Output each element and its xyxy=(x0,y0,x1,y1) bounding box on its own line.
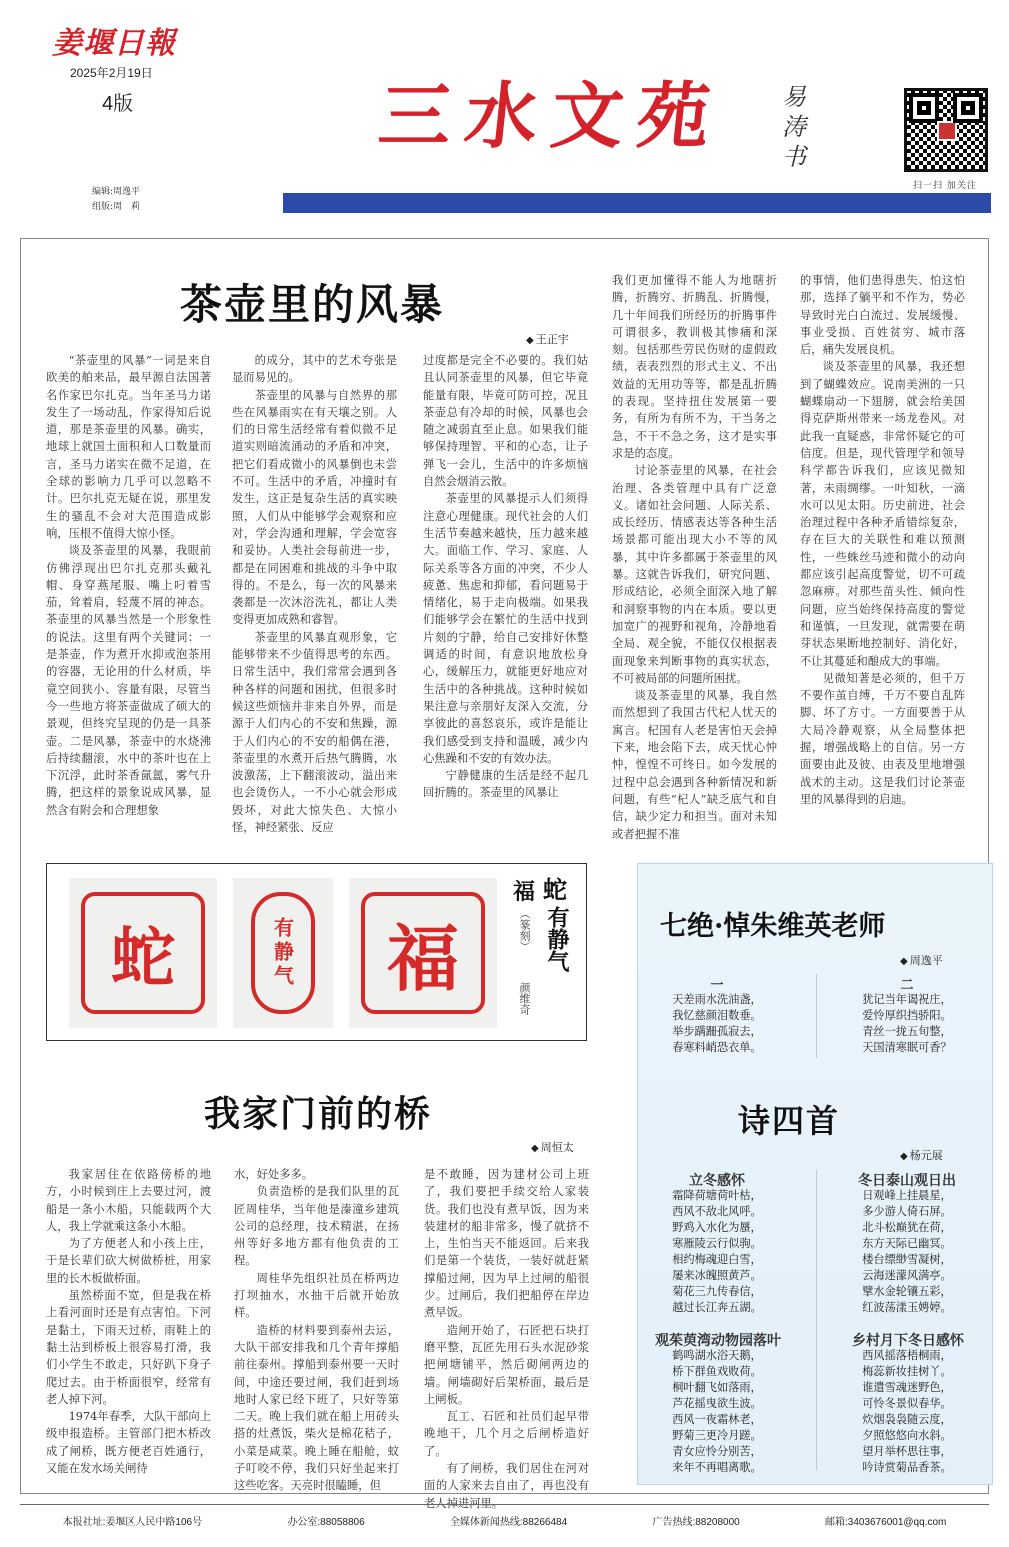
newspaper-logo: 姜堰日報 xyxy=(52,26,176,61)
paragraph: 见微知著是必须的，但千万不要作茧自缚，千万不要自乱阵脚、坏了方寸。一方面要善于从大局冷静观察，从全局整体把握，增强战略上的自信。另一方面要由此及彼、由表及里地增强战术的主动。这是我们讨论茶壶里的风暴得到的启迪。 xyxy=(800,671,965,806)
poem-line: 日观峰上挂晨星， xyxy=(862,1190,952,1202)
paragraph: 宁静健康的生活是经不起几回折腾的。茶壶里的风暴让 xyxy=(423,769,588,800)
poem-divider xyxy=(816,974,817,1058)
seal-title-fu: 福 xyxy=(513,879,536,905)
paragraph: 水，好处多多。 xyxy=(234,1168,314,1181)
paragraph: 虽然桥面不宽，但是我在桥上看河面时还是有点害怕。下河是黏土，下雨天过桥，雨鞋上的黏土沾到桥板上很容易打滑，我们小学生不敢走，只好趴下身子爬过去。由于桥面很窄，经常有老人掉下河。 xyxy=(46,1289,211,1406)
poem-body xyxy=(832,1188,982,1316)
paragraph: 负责造桥的是我们队里的瓦匠周桂华，当年他是溱潼乡建筑公司的总经理，技术精湛，在扬州等好多地方都有他负责的工程。 xyxy=(234,1185,399,1268)
paragraph: 是不敢睡，因为建材公司上班了，我们要把手续交给人家装货。我们也没有煮早饭，因为来装建材的船非常多，慢了就挤不上，生怕当天不能返回。后来我们是第一个装货，一装好就赶紧撑船过闸，因为早上过闸的船很少。过闸后，我们把船停在岸边煮早饭。 xyxy=(424,1168,589,1320)
poem-line: 可怜冬景似春华。 xyxy=(862,1398,952,1410)
poem-line: 芦花摇曳欲生波。 xyxy=(672,1398,762,1410)
poem-panel xyxy=(637,863,993,1485)
masthead-left xyxy=(52,18,212,116)
poem1-part-2 xyxy=(832,992,982,1056)
poem-body xyxy=(832,1348,982,1476)
poem-title: 乡村月下冬日感怀 xyxy=(852,1333,964,1349)
paragraph: “茶壶里的风暴”一词是来自欧美的舶来品，最早源自法国著名作家巴尔扎克。当年圣马力诺发生了一场动乱，作家得知后说道，那是茶壶里的风暴。确实，地球上就国土面积和人口数量而言，圣马力诺实在微不足道，在全球的影响力几乎可以忽略不计。巴尔扎克无疑在说，那里发生的骚乱不会对大范围造成影响，压根不值得大惊小怪。 xyxy=(46,354,211,540)
article1-column-1 xyxy=(46,352,211,848)
poem-divider xyxy=(816,1170,817,1470)
article2-byline: ◆ 周恒太 xyxy=(531,1139,574,1155)
layout-line: 组版:周 莉 xyxy=(92,202,141,212)
article-title: 茶壶里的风暴 xyxy=(180,280,445,329)
seal-title-rest: 有静气 xyxy=(544,906,570,972)
paragraph: 为了方便老人和小孩上庄，于是长辈们砍大树做桥桩，用家里的长木板做桥面。 xyxy=(46,1237,211,1285)
poem-line: 楼台缥缈雪凝树， xyxy=(862,1254,952,1266)
footer-ads: 广告热线:88208000 xyxy=(652,1517,740,1528)
poem-line: 西风不敌北风呼。 xyxy=(672,1206,762,1218)
paragraph: 瓦工、石匠和社员们起早带晚地干，几个月之后闸桥造好了。 xyxy=(424,1410,589,1458)
paragraph: 我们更加懂得不能人为地瞎折腾，折腾穷、折腾乱、折腾慢，几十年间我们所经历的折腾事件可谓很多，教训极其惨痛和深刻。包括那些劳民伤财的虚假政绩，表表烈烈的形式主义、不出效益的无用功等等，都是乱折腾的表现。坚持扭住发展第一要务，有所为有所不为，干当务之急，不干不急之务，这才是实事求是的态度。 xyxy=(612,274,777,460)
qr-caption: 扫一扫 加关注 xyxy=(913,181,977,191)
qr-logo xyxy=(937,121,957,141)
poem-title: 冬日泰山观日出 xyxy=(858,1173,956,1189)
seal-title-snake: 蛇 xyxy=(543,875,567,904)
poem-line: 东方天际已幽冥。 xyxy=(862,1238,952,1250)
poem-line: 天国清寒眠可香？ xyxy=(862,1042,952,1054)
poem-line: 擘水金轮镶五彩， xyxy=(862,1286,952,1298)
article1-column-2 xyxy=(232,352,397,848)
poem-line: 菊花三九传春信， xyxy=(672,1286,762,1298)
poem-line: 炊烟袅袅随云度， xyxy=(862,1414,952,1426)
poem-line: 鹤鸣湖水浴天鹅， xyxy=(672,1350,762,1362)
poem-body xyxy=(642,1188,792,1316)
paragraph: 1974年春季，大队干部向上级申报造桥。主管部门把木桥改成了闸桥，既方便老百姓通行，又能在发水场关闸待 xyxy=(46,1410,211,1476)
poem-line: 青女应怜分别苦， xyxy=(672,1446,762,1458)
article2-column-1 xyxy=(46,1166,211,1484)
poem1-title: 七绝·悼朱维英老师 xyxy=(660,911,886,942)
paragraph: 茶壶里的风暴与自然界的那些在风暴雨实在有天壤之别。人们的日常生活经常有着似微不足道实则暗流涌动的矛盾和冲突，把它们看成微小的风暴倒也未尝不可。生活中的矛盾，冲撞时有发生，这正是复杂生活的真实映照，人们从中能够学会观察和应对，学会沟通和理解，学会宽容和妥协。人类社会每前进一步，都是在同困难和挑战的斗争中取得的。不是么，每一次的风暴来袭都是一次沐浴洗礼，都让人类变得更加成熟和睿智。 xyxy=(232,388,397,627)
footer-office: 办公室:88058806 xyxy=(287,1517,365,1528)
poem-line: 野菊三更冷月蹉。 xyxy=(672,1430,762,1442)
poem1-part-number: 一 xyxy=(710,978,724,993)
poem-line: 野鸡入水化为蜃， xyxy=(672,1222,762,1234)
poem-line: 爱怜厚织挡骄阳。 xyxy=(862,1010,952,1022)
quiet-seal-icon: 有静气 xyxy=(251,892,315,1014)
poem-line: 梅蕊新妆挂树丫。 xyxy=(862,1366,952,1378)
article1-column-5 xyxy=(800,272,965,822)
paragraph: 茶壶里的风暴提示人们须得注意心理健康。现代社会的人们生活节奏越来越快，压力越来越大。面临工作、学习、家庭、人际关系等各方面的冲突，不少人疲惫、焦虑和抑郁，看问题易于情绪化，易于走向极端。如果我们能够学会在繁忙的生活中找到片刻的宁静，给自己安排好休整调适的时间，有意识地放松身心，缓解压力，就能更好地应对生活中的各种挑战。这种时候如果注意与亲朋好友深入交流，分享彼此的喜怒哀乐，或许是能让我们感受到支持和温暖，减少内心焦躁和不安的有效办法。 xyxy=(423,492,588,765)
paragraph: 周桂华先组织社员在桥两边打坝抽水，水抽干后就开始放样。 xyxy=(234,1271,399,1320)
poem-line: 屡来冰魄照黄芦。 xyxy=(672,1270,762,1282)
fortune-seal-icon: 福 xyxy=(361,892,485,1014)
seal-carving-box xyxy=(46,863,587,1041)
poem-line: 多少游人倚石屏。 xyxy=(862,1206,952,1218)
footer-hotline: 全媒体新闻热线:88266484 xyxy=(449,1517,568,1528)
poem-line: 举步蹒跚孤寂去， xyxy=(672,1026,762,1038)
poem2-byline: ◆ 杨元展 xyxy=(900,1147,943,1163)
paragraph: 过度都是完全不必要的。我们姑且认同茶壶里的风暴，但它毕竟能量有限，毕竟可防可控，况且茶壶总有冷却的时候，风暴也会随之减弱直至止息。如果我们能够保持理智、平和的心态，让子弹飞一会儿，生活中的许多烦恼自然会烟消云散。 xyxy=(423,354,588,489)
snake-seal-icon: 蛇 xyxy=(81,892,205,1014)
poem-line: 我忆慈颜泪数垂。 xyxy=(672,1010,762,1022)
poem-line: 犹记当年谒祝庄， xyxy=(862,994,952,1006)
section-title: 三水文苑 xyxy=(374,73,728,158)
article2-title: 我家门前的桥 xyxy=(204,1093,433,1135)
poem-line: 北斗松巅犹在荷， xyxy=(862,1222,952,1234)
poem1-part-number: 二 xyxy=(900,978,914,993)
poem-line: 桐叶翻飞如落雨， xyxy=(672,1382,762,1394)
poem-line: 青丝一拢五旬整， xyxy=(862,1026,952,1038)
article1-column-3 xyxy=(423,352,588,848)
seal-caption-type: （篆刻） xyxy=(518,908,531,952)
page-number: 4版 xyxy=(102,93,134,115)
poem-title: 观茱萸湾动物园落叶 xyxy=(655,1333,781,1349)
poem-line: 红波荡漾玉娉婷。 xyxy=(862,1302,952,1314)
issue-date: 2025年2月19日 xyxy=(70,66,153,80)
paragraph: 讨论茶壶里的风暴，在社会治理、各类管理中具有广泛意义。诸如社会问题、人际关系、成长经历、情感表达等各种生活场景都可能出现大小不等的风暴，其中许多都属于茶壶里的风暴。这就告诉我们，研究问题、形成结论，必须全面深入地了解和洞察事物的内在本质。要以更加宽广的视野和视角，冷静地看全局、观全貌，不能仅仅根据表面现象来判断事物的真实状态，不可被局部的问题所困扰。 xyxy=(612,464,777,685)
poem-line: 霜降荷塘荷叶枯， xyxy=(672,1190,762,1202)
editor-credits xyxy=(92,185,140,215)
article2-column-3 xyxy=(424,1166,589,1510)
paragraph: 谈及茶壶里的风暴，我自然而然想到了我国古代杞人忧天的寓言。杞国有人老是害怕天会掉下来，地会陷下去，成天忧心忡忡，惶惶不可终日。如今发展的过程中总会遇到各种新情况和新问题，有些“杞人”缺乏底气和自信，缺少定力和担当。面对未知或者把握不准 xyxy=(612,689,777,841)
paragraph: 谈及茶壶里的风暴，我眼前仿佛浮现出巴尔扎克那头戴礼帽、身穿燕尾服、嘴上叼着雪茄，耸着肩，轻蔑不屑的神态。茶壶里的风暴当然是一个形象性的说法。这里有两个关键词：一是茶壶，作为煮开水抑或泡茶用的容器，无论用的什么材质，毕竟空间狭小、容量有限，尽管当今一些地方将茶壶做成了硕大的景观，但终究呈现的仍是一具茶壶。二是风暴，茶壶中的水烧沸后持续翻滚，水中的茶叶也在上下沉浮，此时茶香氤氲，雾气升腾，把这样的景象说成风暴，显然含有附会和合理想象 xyxy=(46,544,211,817)
poem-line: 桥下群鱼戏败荷。 xyxy=(672,1366,762,1378)
paragraph: 的成分，其中的艺术夸张是显而易见的。 xyxy=(232,354,397,385)
poem-line: 春寒料峭恐衣单。 xyxy=(672,1042,762,1054)
poem-line: 寒雁陵云行似驹。 xyxy=(672,1238,762,1250)
poem-line: 越过长江奔五湖。 xyxy=(672,1302,762,1314)
paragraph: 谈及茶壶里的风暴，我还想到了蝴蝶效应。说南美洲的一只蝴蝶扇动一下翅膀，就会给美国得克萨斯州带来一场龙卷风。对此我一直疑惑，非常怀疑它的可信度。但是，现代管理学和领导科学都告诉我们，应该见微知著，未雨绸缪。一叶知秋，一滴水可以见太阳。历史前进，社会治理过程中各种矛盾错综复杂，存在巨大的关联性和难以预测性，一些蛛丝马迹和微小的动向都应该引起高度警觉，切不可疏忽麻痹。对那些苗头性、倾向性问题，应当始终保持高度的警觉和谨慎，一旦发现，就需要在萌芽状态果断地控制好、消化好，不让其蔓延和酿成大的事端。 xyxy=(800,360,965,668)
paragraph: 茶壶里的风暴直观形象，它能够带来不少值得思考的东西。日常生活中，我们常常会遇到各种各样的问题和困扰，但很多时候这些烦恼并非来自外界，而是源于人们内心的不安和焦躁，源于人们内心的不安的船偶在港，茶壶里的水煮开后热气腾腾，水波激荡，上下翻滚波动，溢出来也会烫伤人，一不小心就会形成毁坏，对此大惊失色、大惊小怪，神经紧张、反应 xyxy=(232,630,397,835)
seal-author: 颜维奇 xyxy=(518,982,531,1015)
seal-image-fortune xyxy=(349,878,497,1028)
poem-title: 立冬感怀 xyxy=(689,1173,745,1189)
article1-column-4 xyxy=(612,272,777,841)
poem-line: 相约梅魂迎白雪， xyxy=(672,1254,762,1266)
poem-line: 望月举杯思往事， xyxy=(862,1446,952,1458)
paragraph: 的事情，他们患得患失、怕这怕那，选择了躺平和不作为，势必导致时光白白流过、发展缓慢、事业受损、百姓贫穷、城市落后，痛失发展良机。 xyxy=(800,274,965,357)
editor-line: 编辑:周逸平 xyxy=(92,187,141,197)
paragraph: 造桥的材料要到泰州去运，大队干部安排我和几个青年撑船前往泰州。撑船到泰州要一天时间，中途还要过闸，我们赶到场地时人家已经下班了，只好等第二天。晚上我们就在船上用砖头搭的灶煮饭，柴火是棉花秸子，小菜是咸菜。晚上睡在船舱，蚊子叮咬不停，我们只好坐起来打这些吃客。天亮时很瞌睡，但 xyxy=(234,1323,399,1493)
seal-image-quiet xyxy=(233,878,333,1028)
footer xyxy=(20,1504,989,1528)
poem1-part-1 xyxy=(642,992,792,1056)
seal-image-snake xyxy=(69,878,217,1028)
article2-column-2 xyxy=(234,1166,399,1493)
footer-address: 本报社址:姜堰区人民中路106号 xyxy=(62,1517,203,1528)
poem-line: 云海迷濛风满亭。 xyxy=(862,1270,952,1282)
qr-code-icon[interactable] xyxy=(904,88,988,172)
paragraph: 我家居住在依路傍桥的地方，小时候到庄上去要过河，渡船是一条小木船，只能载两个大人，我上学就乘这条小木船。 xyxy=(46,1168,211,1233)
poem1-byline: ◆ 周逸平 xyxy=(900,952,943,968)
poem-line: 来年不再唱离歌。 xyxy=(672,1462,762,1474)
poem-line: 西风摇落梧桐雨， xyxy=(862,1350,952,1362)
header-bar xyxy=(283,193,991,213)
poem-line: 夕照悠悠向水斜。 xyxy=(862,1430,952,1442)
poem-line: 西风一夜霜林老， xyxy=(672,1414,762,1426)
footer-email: 邮箱:3403676001@qq.com xyxy=(825,1517,947,1528)
poem-line: 天差雨水洗油盏， xyxy=(672,994,762,1006)
paragraph: 有了闸桥，我们居住在河对面的人家来去自由了，再也没有老人掉进河里。 xyxy=(424,1462,589,1510)
calligraphy-signature: 易涛书 xyxy=(782,83,806,171)
paragraph: 造闸开始了，石匠把石块打磨平整，瓦匠先用石头水泥砂浆把闸塘铺平，然后砌闸两边的墙。闸墙砌好后架桥面，最后是上闸板。 xyxy=(424,1323,589,1406)
poem-line: 吟诗赏菊品香茶。 xyxy=(862,1462,952,1474)
article-byline: ◆ 王正宇 xyxy=(526,331,569,347)
poem-body xyxy=(642,1348,792,1476)
poem2-title: 诗四首 xyxy=(738,1102,841,1140)
poem-line: 谁遣雪魂迷野色， xyxy=(862,1382,952,1394)
